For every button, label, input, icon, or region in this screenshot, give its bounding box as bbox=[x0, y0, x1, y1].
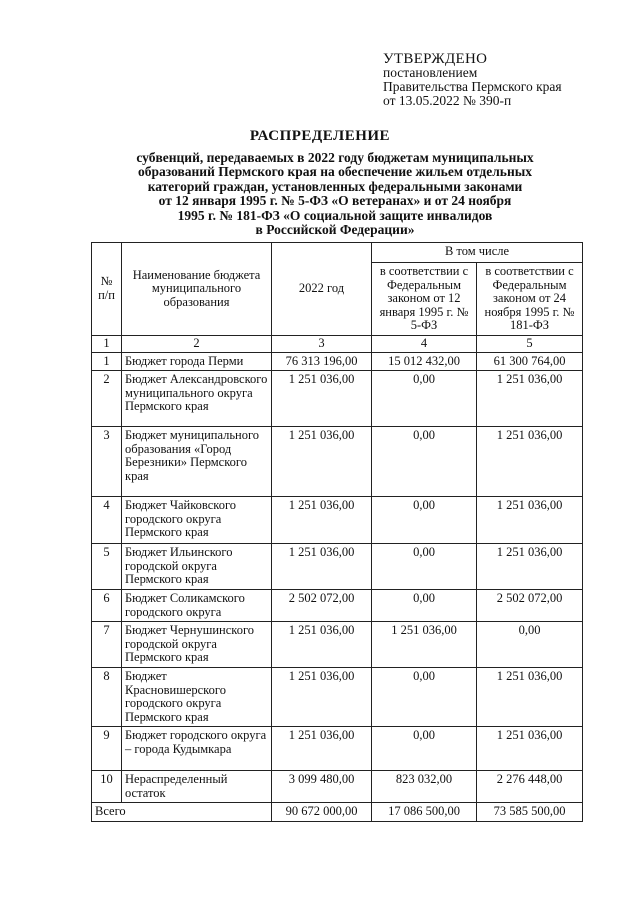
table-row bbox=[92, 427, 583, 497]
row-name: Бюджет городского округа – города Кудымкара bbox=[122, 727, 272, 771]
row-law-5fz: 0,00 bbox=[372, 544, 477, 590]
subtitle-line-4: от 12 января 1995 г. № 5-ФЗ «О ветеранах» и от 24 ноября bbox=[158, 193, 512, 209]
distribution-table bbox=[91, 242, 583, 822]
row-name: Бюджет муниципального образования «Город Березники» Пермского края bbox=[122, 427, 272, 497]
row-total: 1 251 036,00 bbox=[272, 544, 372, 590]
row-law-181fz: 2 502 072,00 bbox=[477, 589, 583, 621]
row-total: 1 251 036,00 bbox=[272, 427, 372, 497]
row-number: 1 bbox=[92, 352, 122, 371]
header-law-181fz: в соответствии с Федеральным законом от 24 ноября 1995 г. № 181-ФЗ bbox=[477, 263, 583, 336]
table-row bbox=[92, 771, 583, 803]
column-index: 2 bbox=[122, 335, 272, 352]
column-index: 3 bbox=[272, 335, 372, 352]
column-index: 4 bbox=[372, 335, 477, 352]
row-total: 1 251 036,00 bbox=[272, 727, 372, 771]
subtitle-line-1: субвенций, передаваемых в 2022 году бюджетам муниципальных bbox=[136, 150, 534, 165]
total-law-181fz: 73 585 500,00 bbox=[477, 803, 583, 822]
column-index: 1 bbox=[92, 335, 122, 352]
subtitle-line-5: 1995 г. № 181-ФЗ «О социальной защите инвалидов bbox=[177, 207, 493, 223]
row-number: 6 bbox=[92, 589, 122, 621]
row-law-5fz: 823 032,00 bbox=[372, 771, 477, 803]
table-row bbox=[92, 589, 583, 621]
approval-line-4: от 13.05.2022 № 390-п bbox=[383, 93, 512, 108]
row-name: Нераспределенный остаток bbox=[122, 771, 272, 803]
subtitle-line-6: в Российской Федерации» bbox=[255, 222, 415, 238]
document-title: РАСПРЕДЕЛЕНИЕ bbox=[249, 128, 391, 144]
row-total: 1 251 036,00 bbox=[272, 497, 372, 544]
row-law-181fz: 1 251 036,00 bbox=[477, 667, 583, 726]
table-row bbox=[92, 544, 583, 590]
row-total: 1 251 036,00 bbox=[272, 622, 372, 668]
row-name: Бюджет города Перми bbox=[122, 352, 272, 371]
subtitle-line-3: категорий граждан, установленных федеральными законами bbox=[147, 178, 523, 194]
column-index-row bbox=[92, 335, 583, 352]
row-name: Бюджет Ильинского городской округа Пермского края bbox=[122, 544, 272, 590]
approval-line-3: Правительства Пермского края bbox=[383, 79, 562, 94]
row-law-5fz: 0,00 bbox=[372, 371, 477, 427]
row-law-181fz: 1 251 036,00 bbox=[477, 544, 583, 590]
row-total: 76 313 196,00 bbox=[272, 352, 372, 371]
total-label: Всего bbox=[92, 803, 272, 822]
row-law-181fz: 1 251 036,00 bbox=[477, 427, 583, 497]
row-name: Бюджет Соликамского городского округа bbox=[122, 589, 272, 621]
header-including: В том числе bbox=[372, 243, 583, 263]
row-total: 1 251 036,00 bbox=[272, 667, 372, 726]
row-number: 2 bbox=[92, 371, 122, 427]
row-law-5fz: 0,00 bbox=[372, 727, 477, 771]
row-number: 5 bbox=[92, 544, 122, 590]
row-law-5fz: 1 251 036,00 bbox=[372, 622, 477, 668]
row-law-181fz: 1 251 036,00 bbox=[477, 727, 583, 771]
table-row bbox=[92, 667, 583, 726]
row-number: 7 bbox=[92, 622, 122, 668]
table-row bbox=[92, 352, 583, 371]
row-number: 9 bbox=[92, 727, 122, 771]
row-total: 3 099 480,00 bbox=[272, 771, 372, 803]
header-law-5fz: в соответствии с Федеральным законом от 12 января 1995 г. № 5-ФЗ bbox=[372, 263, 477, 336]
header-name: Наименование бюджета муниципального образования bbox=[122, 243, 272, 336]
row-name: Бюджет Чайковского городского округа Пермского края bbox=[122, 497, 272, 544]
document-subtitle bbox=[100, 151, 570, 237]
table-row bbox=[92, 371, 583, 427]
row-law-5fz: 0,00 bbox=[372, 427, 477, 497]
row-law-181fz: 61 300 764,00 bbox=[477, 352, 583, 371]
row-number: 3 bbox=[92, 427, 122, 497]
column-index: 5 bbox=[477, 335, 583, 352]
row-law-181fz: 2 276 448,00 bbox=[477, 771, 583, 803]
row-name: Бюджет Александровского муниципального округа Пермского края bbox=[122, 371, 272, 427]
row-total: 1 251 036,00 bbox=[272, 371, 372, 427]
table-row bbox=[92, 727, 583, 771]
table-row bbox=[92, 622, 583, 668]
approval-line-2: постановлением bbox=[383, 65, 478, 80]
row-total: 2 502 072,00 bbox=[272, 589, 372, 621]
row-law-5fz: 0,00 bbox=[372, 667, 477, 726]
row-law-181fz: 1 251 036,00 bbox=[477, 497, 583, 544]
header-num: № п/п bbox=[92, 243, 122, 336]
row-law-5fz: 15 012 432,00 bbox=[372, 352, 477, 371]
row-number: 10 bbox=[92, 771, 122, 803]
row-number: 8 bbox=[92, 667, 122, 726]
table-row bbox=[92, 497, 583, 544]
row-number: 4 bbox=[92, 497, 122, 544]
row-law-181fz: 1 251 036,00 bbox=[477, 371, 583, 427]
total-row bbox=[92, 803, 583, 822]
total-sum: 90 672 000,00 bbox=[272, 803, 372, 822]
row-law-181fz: 0,00 bbox=[477, 622, 583, 668]
approval-line-1: УТВЕРЖДЕНО bbox=[383, 51, 488, 67]
row-law-5fz: 0,00 bbox=[372, 497, 477, 544]
row-name: Бюджет Чернушинского городской округа Пермского края bbox=[122, 622, 272, 668]
row-name: Бюджет Красновишерского городского округа Пермского края bbox=[122, 667, 272, 726]
approval-stamp bbox=[383, 52, 562, 108]
total-law-5fz: 17 086 500,00 bbox=[372, 803, 477, 822]
row-law-5fz: 0,00 bbox=[372, 589, 477, 621]
header-year: 2022 год bbox=[272, 243, 372, 336]
subtitle-line-2: образований Пермского края на обеспечение жильем отдельных bbox=[137, 164, 533, 180]
